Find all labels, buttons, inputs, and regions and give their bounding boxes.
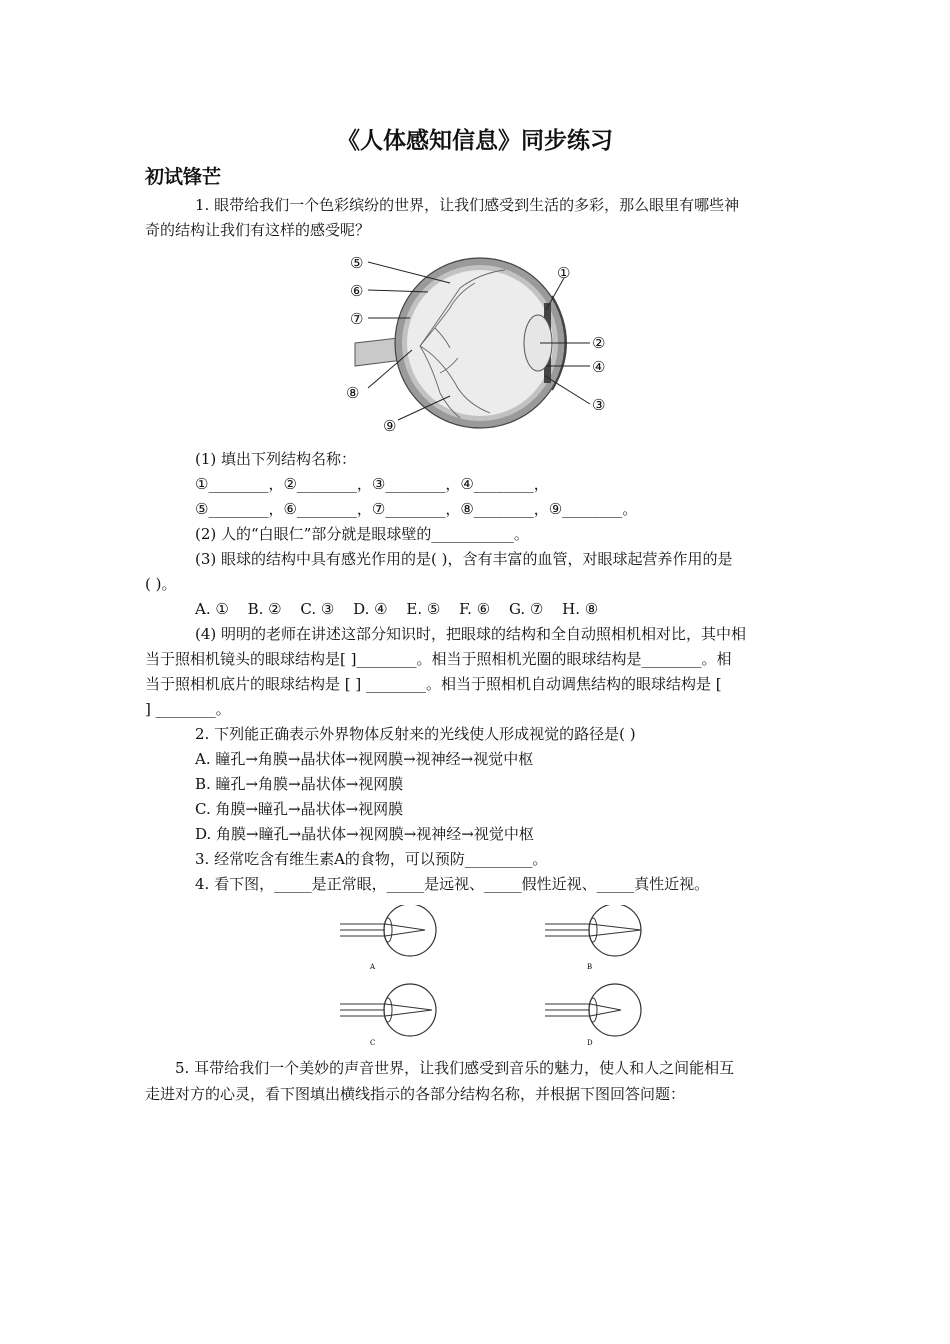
label-8: ⑧ — [346, 384, 360, 402]
q1-sub1-row1: ①________，②________，③________，④________， — [195, 475, 549, 493]
section-heading: 初试锋芒 — [145, 166, 222, 188]
option-g: G. ⑦ — [508, 600, 544, 618]
option-h: H. ⑧ — [562, 600, 599, 618]
q1-sub4-line1: (4) 明明的老师在讲述这部分知识时，把眼球的结构和全自动照相机相对比，其中相 — [195, 625, 747, 643]
diagram-label-c: C — [370, 1039, 376, 1047]
q4-stem: 4. 看下图，_____是正常眼，_____是远视、_____假性近视、_____真性近视。 — [195, 875, 710, 893]
eye-focus-diagrams — [335, 905, 645, 1050]
label-9: ⑨ — [383, 417, 397, 435]
q1-sub2: (2) 人的“白眼仁”部分就是眼球壁的___________。 — [195, 525, 529, 543]
option-d: D. ④ — [353, 600, 388, 618]
page-title: 《人体感知信息》同步练习 — [337, 128, 613, 154]
q1-sub3-line2: ( )。 — [145, 575, 177, 593]
q5-stem-line1: 5. 耳带给我们一个美妙的声音世界，让我们感受到音乐的魅力，使人和人之间能相互 — [175, 1059, 735, 1077]
label-3: ③ — [592, 396, 606, 414]
diagram-label-b: B — [587, 963, 593, 971]
q1-sub1-row2: ⑤________，⑥________，⑦________，⑧________，⑨________。 — [195, 500, 638, 518]
label-7: ⑦ — [350, 310, 364, 328]
option-b: B. ② — [247, 600, 282, 618]
diagram-label-d: D — [587, 1039, 593, 1047]
q1-sub1-title: (1) 填出下列结构名称： — [195, 450, 357, 468]
label-5: ⑤ — [350, 254, 364, 272]
q1-sub4-line2: 当于照相机镜头的眼球结构是[ ]________。相当于照相机光圈的眼球结构是________。相 — [145, 650, 732, 668]
eye-diagram-a — [340, 905, 436, 956]
label-4: ④ — [592, 358, 606, 376]
option-f: F. ⑥ — [459, 600, 491, 618]
diagram-label-a: A — [370, 963, 376, 971]
eye-structure-diagram — [340, 248, 630, 438]
eye-diagram-b — [545, 905, 641, 956]
q2-choice-d: D. 角膜→瞳孔→晶状体→视网膜→视神经→视觉中枢 — [195, 825, 534, 843]
q1-stem-line2: 奇的结构让我们有这样的感受呢？ — [145, 221, 371, 239]
q2-choice-a: A. 瞳孔→角膜→晶状体→视网膜→视神经→视觉中枢 — [195, 750, 534, 768]
label-6: ⑥ — [350, 282, 364, 300]
q1-sub4-line3: 当于照相机底片的眼球结构是 [ ] ________。相当于照相机自动调焦结构的眼球结构是 [ — [145, 675, 722, 693]
q2-choice-c: C. 角膜→瞳孔→晶状体→视网膜 — [195, 800, 404, 818]
q1-options — [195, 599, 612, 619]
option-e: E. ⑤ — [406, 600, 441, 618]
label-2: ② — [592, 334, 606, 352]
q1-sub3-line1: (3) 眼球的结构中具有感光作用的是( )，含有丰富的血管，对眼球起营养作用的是 — [195, 550, 733, 568]
q2-stem: 2. 下列能正确表示外界物体反射来的光线使人形成视觉的路径是( ) — [195, 725, 636, 743]
q1-sub4-line4: ] ________。 — [145, 700, 231, 718]
q2-choice-b: B. 瞳孔→角膜→晶状体→视网膜 — [195, 775, 404, 793]
label-1: ① — [557, 264, 571, 282]
eye-diagram-c — [340, 984, 436, 1036]
q5-stem-line2: 走进对方的心灵，看下图填出横线指示的各部分结构名称，并根据下图回答问题： — [145, 1085, 686, 1103]
eye-diagram-d — [545, 984, 641, 1036]
q1-stem-line1: 1. 眼带给我们一个色彩缤纷的世界，让我们感受到生活的多彩，那么眼里有哪些神 — [195, 196, 740, 214]
q3-stem: 3. 经常吃含有维生素A的食物，可以预防_________。 — [195, 850, 548, 868]
option-a: A. ① — [195, 600, 229, 618]
option-c: C. ③ — [300, 600, 335, 618]
